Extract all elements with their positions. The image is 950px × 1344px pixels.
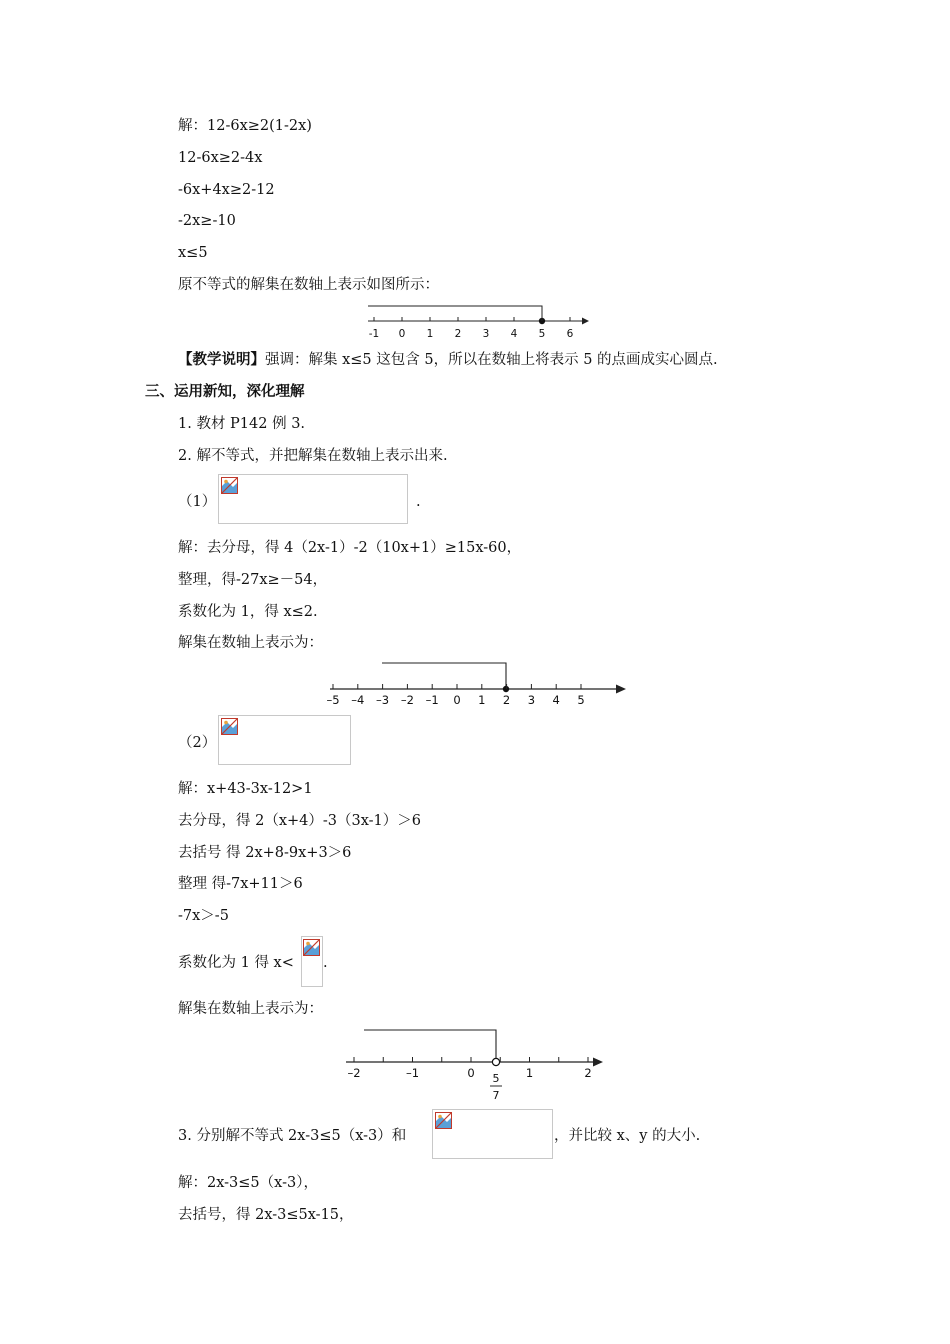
part-1-period: . — [416, 494, 421, 510]
axis-tick-label: –3 — [376, 693, 390, 707]
item-3-step-2: 去括号，得 2x-3≤5x-15， — [178, 1207, 354, 1223]
axis-tick-label: 0 — [398, 328, 406, 340]
solution-bracket — [382, 663, 506, 689]
axis-tick-label: 0 — [467, 1066, 475, 1080]
item-3-suffix: ，并比较 x、y 的大小. — [554, 1128, 701, 1144]
broken-image-icon — [303, 939, 320, 956]
axis-tick-label: –2 — [347, 1066, 361, 1080]
broken-image-icon — [221, 718, 238, 735]
part-2-step-5: -7x＞-5 — [178, 908, 229, 924]
part-2-step-6: 系数化为 1 得 x< — [178, 955, 294, 971]
part-1-step-1: 解：去分母，得 4（2x-1）-2（10x+1）≥15x-60， — [178, 540, 522, 556]
solution-line-6: 原不等式的解集在数轴上表示如图所示： — [178, 277, 439, 293]
solution-point — [503, 686, 509, 692]
axis-tick-label: -1 — [368, 328, 380, 340]
axis-tick-label: –4 — [351, 693, 365, 707]
item-2: 2. 解不等式，并把解集在数轴上表示出来. — [178, 448, 448, 464]
axis-tick-label: 1 — [525, 1066, 534, 1080]
point-numerator: 5 — [492, 1072, 500, 1085]
axis-tick-label: 2 — [584, 1066, 592, 1080]
solution-line-4: -2x≥-10 — [178, 213, 236, 229]
axis-tick-label: –1 — [405, 1066, 420, 1080]
part-2-step-1: 解：x+43-3x-12>1 — [178, 781, 313, 797]
note-text: 强调：解集 x≤5 这包含 5，所以在数轴上将表示 5 的点画成实心圆点. — [265, 352, 718, 368]
part-2-step-2: 去分母，得 2（x+4）-3（3x-1）＞6 — [178, 813, 422, 829]
part-2-step-7: 解集在数轴上表示为： — [178, 1001, 323, 1017]
part-2-step-3: 去括号 得 2x+8-9x+3＞6 — [178, 845, 352, 861]
axis-arrow — [582, 318, 589, 325]
solution-bracket — [364, 1030, 496, 1059]
axis-tick-label: 3 — [527, 693, 536, 707]
teaching-note — [178, 351, 718, 369]
axis-arrow — [616, 685, 626, 694]
axis-tick-label: –5 — [326, 693, 340, 707]
part-1-step-3: 系数化为 1，得 x≤2. — [178, 604, 318, 620]
note-label: 【教学说明】 — [178, 351, 265, 368]
axis-tick-label: 2 — [502, 693, 511, 707]
axis-tick-label: 4 — [510, 328, 518, 340]
solution-bracket — [368, 306, 542, 321]
part-1-step-4: 解集在数轴上表示为： — [178, 635, 323, 651]
axis-tick-label: 5 — [577, 693, 585, 707]
part-1-step-2: 整理，得-27x≥－54， — [178, 572, 328, 588]
part-2-label: （2） — [178, 735, 217, 751]
number-line-3 — [342, 1024, 610, 1106]
solution-line-3: -6x+4x≥2-12 — [178, 182, 275, 198]
part-2-step-6-period: . — [323, 955, 328, 971]
solution-line-5: x≤5 — [178, 245, 208, 261]
formula-image-placeholder-4 — [432, 1109, 553, 1159]
item-3-text: 3. 分别解不等式 2x-3≤5（x-3）和 — [178, 1128, 407, 1144]
solution-point — [492, 1058, 499, 1065]
point-denominator: 7 — [492, 1089, 500, 1102]
axis-tick-label: 3 — [482, 328, 490, 340]
formula-image-placeholder-3 — [301, 936, 323, 987]
axis-arrow — [593, 1058, 603, 1067]
axis-tick-label: 4 — [552, 693, 560, 707]
broken-image-icon — [435, 1112, 452, 1129]
item-3-step-1: 解：2x-3≤5（x-3）， — [178, 1175, 318, 1191]
formula-image-placeholder-1 — [218, 474, 408, 524]
number-line-2 — [320, 656, 635, 712]
axis-tick-label: 1 — [478, 693, 486, 707]
solution-line-1: 解：12-6x≥2(1-2x) — [178, 118, 312, 134]
part-2-step-4: 整理 得-7x+11＞6 — [178, 876, 303, 892]
formula-image-placeholder-2 — [218, 715, 351, 765]
axis-tick-label: 6 — [566, 328, 574, 340]
broken-image-icon — [221, 477, 238, 494]
axis-tick-label: 1 — [426, 328, 434, 340]
solution-line-2: 12-6x≥2-4x — [178, 150, 263, 166]
number-line-1 — [360, 300, 600, 346]
axis-tick-label: 2 — [454, 328, 462, 340]
axis-tick-label: 5 — [538, 328, 546, 340]
section-heading: 三、运用新知，深化理解 — [145, 383, 305, 400]
item-1: 1. 教材 P142 例 3. — [178, 416, 306, 432]
axis-tick-label: 0 — [453, 693, 461, 707]
axis-tick-label: –2 — [400, 693, 414, 707]
axis-tick-label: –1 — [425, 693, 439, 707]
part-1-label: （1） — [178, 494, 217, 510]
